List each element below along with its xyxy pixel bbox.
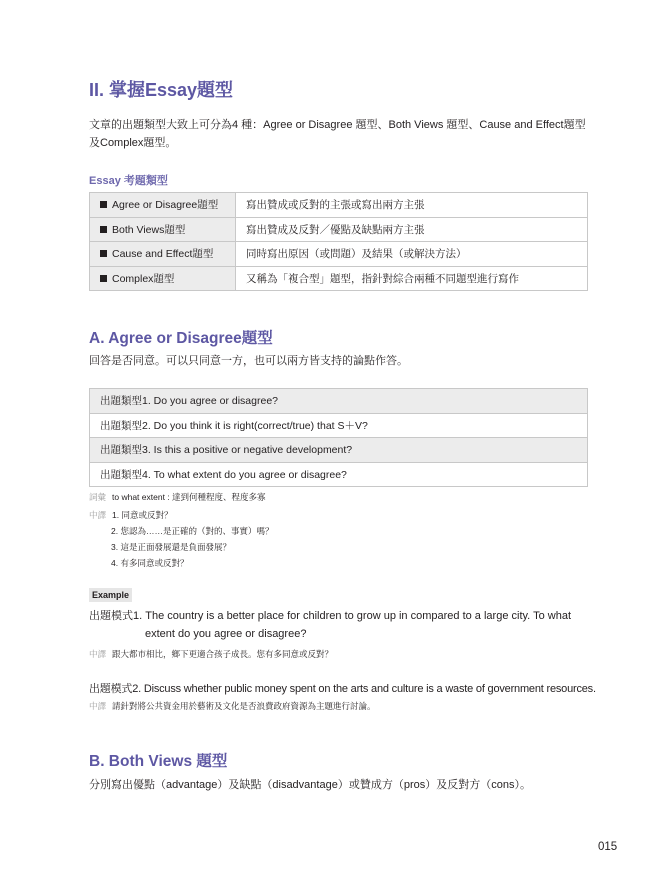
translation-line: 1. 同意或反對？	[112, 510, 173, 520]
type-desc: 又稱為「複合型」題型，指針對綜合兩種不同題型進行寫作	[236, 266, 588, 291]
translation-tag: 中譯	[89, 701, 107, 711]
translation-block	[89, 507, 273, 571]
section-b-heading: B. Both Views 題型	[89, 753, 228, 770]
type-name: Cause and Effect題型	[112, 248, 214, 261]
square-bullet-icon	[100, 226, 107, 233]
vocab-tag: 詞彙	[89, 492, 107, 502]
section-b-desc: 分別寫出優點（advantage）及缺點（disadvantage）或贊成方（pros）及反對方（cons）。	[89, 779, 531, 791]
question: 出題類型3. Is this a positive or negative development?	[90, 438, 588, 463]
translation-tag: 中譯	[89, 649, 107, 659]
translation-line: 3. 這是正面發展還是負面發展？	[111, 542, 231, 552]
question: 出題類型1. Do you agree or disagree?	[90, 389, 588, 414]
questions-table	[89, 388, 588, 487]
question: 出題類型2. Do you think it is right(correct/true) that S＋V?	[90, 413, 588, 438]
example-text: The country is a better place for children to grow up in compared to a large city. To what	[145, 610, 572, 622]
table-row	[90, 462, 588, 487]
page-title: II. 掌握Essay題型	[89, 80, 234, 100]
example-label-text: 出題模式2.	[89, 683, 141, 695]
intro-line: 文章的出題類型大致上可分為4 種：Agree or Disagree 題型、Both Views 題型、Cause and Effect題型	[89, 119, 586, 131]
page-number: 015	[598, 841, 618, 853]
vocab-note	[89, 489, 266, 505]
type-name: Both Views題型	[112, 223, 186, 236]
square-bullet-icon	[100, 275, 107, 282]
square-bullet-icon	[100, 201, 107, 208]
example-text: extent do you agree or disagree?	[145, 628, 307, 640]
translation-text: 請針對將公共資金用於藝術及文化是否浪費政府資源為主題進行討論。	[112, 701, 376, 711]
type-name: Complex題型	[112, 272, 175, 285]
section-a-heading: A. Agree or Disagree題型	[89, 330, 273, 347]
type-desc: 同時寫出原因（或問題）及結果（或解決方法）	[236, 242, 588, 267]
example-2-translation	[89, 698, 376, 714]
question: 出題類型4. To what extent do you agree or disagree?	[90, 462, 588, 487]
table-row	[90, 413, 588, 438]
table-row	[90, 217, 588, 242]
translation-line: 2. 您認為……是正確的（對的、事實）嗎？	[111, 526, 274, 536]
square-bullet-icon	[100, 250, 107, 257]
table-row	[90, 438, 588, 463]
translation-line: 4. 有多同意或反對？	[111, 558, 189, 568]
translation-text: 跟大都市相比，鄉下更適合孩子成長。您有多同意或反對？	[112, 649, 334, 659]
translation-tag: 中譯	[89, 510, 107, 520]
table-row	[90, 389, 588, 414]
type-desc: 寫出贊成或反對的主張或寫出兩方主張	[236, 193, 588, 218]
intro-line: 及Complex題型。	[89, 137, 177, 149]
table-row	[90, 266, 588, 291]
example-text: Discuss whether public money spent on the arts and culture is a waste of government resources.	[143, 683, 596, 695]
example-1-translation	[89, 646, 333, 662]
type-name: Agree or Disagree題型	[112, 199, 219, 212]
table-row	[90, 193, 588, 218]
example-1	[89, 607, 571, 643]
vocab-text: to what extent : 達到何種程度、程度多寡	[112, 492, 266, 502]
example-label: Example	[89, 588, 132, 602]
example-label-text: 出題模式1.	[89, 610, 143, 622]
example-2	[89, 680, 596, 698]
table-row	[90, 242, 588, 267]
types-table	[89, 192, 588, 291]
type-desc: 寫出贊成及反對／優點及缺點兩方主張	[236, 217, 588, 242]
section-a-desc: 回答是否同意。可以只同意一方，也可以兩方皆支持的論點作答。	[89, 355, 408, 367]
intro-paragraph	[89, 116, 586, 152]
types-heading: Essay 考題類型	[89, 175, 168, 187]
